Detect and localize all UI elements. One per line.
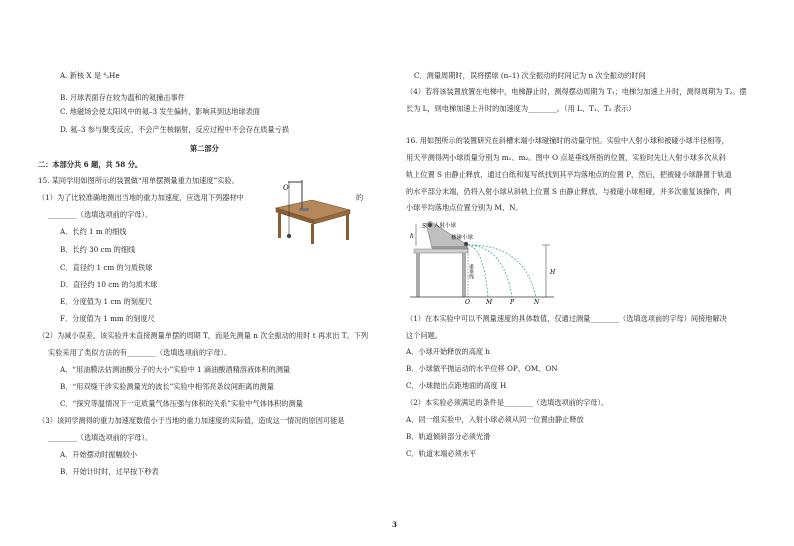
collision-figure (404, 218, 562, 306)
table-leg (278, 212, 281, 238)
q16-part2-option-a: A．同一组实验中，入射小球必须从同一位置由静止释放 (406, 415, 584, 424)
q16-part2-text: （2）本实验必须满足的条件是________（选填选项前的字母）。 (406, 398, 609, 407)
q16-stem-line-5: 小球平均落地点位置分别为 M、N。 (406, 203, 523, 212)
q15-part1-blank: ________（选填选项前的字母）。 (48, 210, 153, 219)
prev-question-option-b: B. 月球表面存在较为温和的氦撞击事件 (60, 93, 185, 102)
q15-stem: 15. 某同学用如图所示的装置做“用单摆测量重力加速度”实验。 (38, 176, 239, 185)
table-leg (462, 253, 466, 297)
q16-stem-line-4: 的水平部分末端，仍将入射小球从斜轨上位置 S 由静止释放，与被碰小球相碰，并多次重复该操作，两 (406, 187, 732, 196)
q15-part2-option-b: B．“用双缝干涉实验测量光的波长”实验中相邻亮条纹间距离的测量 (60, 382, 274, 391)
label-o: O (465, 299, 470, 306)
pendulum-figure (266, 178, 356, 246)
label-p: P (510, 299, 515, 306)
q16-stem-line-2: 用天平测得两小球质量分别为 m₁、m₂。图中 O 点是垂线所指的位置，实验时先让入射小球多次从斜 (406, 153, 726, 162)
pendulum-bob (287, 234, 291, 238)
label-target-ball: 被碰小球 (451, 235, 474, 241)
q15-option-f: F．分度值为 1 mm 的刻度尺 (60, 314, 155, 323)
q16-part1-text: （1）在本实验中可以不测量速度的具体数值，仅通过测量________（选填选项前的字母）间接地解决 (406, 314, 727, 323)
q15-option-b: B．长约 30 cm 的细线 (60, 245, 136, 254)
q15-part2-blank: 实验采用了类似方法的有________（选填选项前的字母）。 (48, 348, 232, 357)
label-plumb-line: 重垂线 (468, 264, 474, 279)
label-incident-ball: 入射小球 (434, 223, 457, 229)
q16-stem-line-1: 16. 用如图所示的装置研究在斜槽末端小球碰撞时的动量守恒。实验中入射小球和被碰小球半径相等， (406, 136, 729, 145)
stand-base (299, 208, 309, 211)
q15-option-e: E．分度值为 1 cm 的刻度尺 (60, 297, 153, 306)
part-title: 第二部分 (190, 144, 219, 153)
label-s: S (422, 223, 427, 230)
incident-ball (428, 223, 432, 227)
table-leg (346, 214, 349, 240)
table-leg (311, 224, 314, 244)
q15-part4-text: （4）若将该装置放置在电梯中，电梯静止时，测得摆动周期为 T₁；电梯匀加速上升时，测得周期为 T₂。摆 (406, 87, 747, 96)
q16-part2-option-b: B．轨道倾斜部分必须光滑 (406, 432, 491, 441)
label-n: N (534, 299, 540, 306)
trajectory-n (468, 245, 536, 297)
prev-question-option-a: A. 新核 X 是 ⁴₂He (60, 71, 120, 80)
target-ball (464, 242, 468, 246)
q15-option-a: A．长约 1 m 的细线 (60, 227, 127, 236)
q15-part4-blank: 长为 L，则电梯加速上升时的加速度为________。（用 L、T₁、T₂ 表示） (406, 104, 636, 113)
label-h: h (410, 233, 414, 240)
q15-option-d: D．直径约 10 cm 的匀质木球 (60, 280, 158, 289)
q16-part1-option-b: B．小球做平抛运动的水平位移 OP、OM、ON (406, 364, 558, 373)
q16-part1-option-a: A．小球开始释放的高度 h (406, 347, 490, 356)
q15-part2-option-a: A．“用油膜法估测油酸分子的大小”实验中 1 滴油酸酒精溶液体积的测量 (60, 365, 291, 374)
horizontal-track (432, 246, 468, 249)
q15-option-c: C．直径约 1 cm 的匀质铁球 (60, 263, 153, 272)
q15-part3-option-b: B．开始计时时，过早按下秒表 (60, 467, 159, 476)
q15-part3-text: （3）该同学测得的重力加速度数值小于当地的重力加速度的实际值，造成这一情况的原因可能是 (38, 416, 345, 425)
table-surface (414, 249, 468, 253)
prev-question-option-d: D. 氦–3 参与聚变反应，不会产生核辐射，反应过程中不会存在质量亏损 (60, 125, 289, 134)
section-header: 二：本部分共 6 题，共 58 分。 (38, 160, 143, 169)
q15-part3-blank: ________（选填选项前的字母）。 (48, 433, 153, 442)
label-big-h: H (550, 269, 556, 276)
page-number: 3 (392, 520, 397, 529)
table-leg (416, 253, 420, 297)
prev-question-option-c: C. 地磁场会使太阳风中的氦–3 发生偏转，影响其到达地球表面 (60, 107, 260, 116)
q15-part3-option-c: C．测量周期时，误将摆球 (n–1) 次全振动的时间记为 n 次全振动的时间 (414, 71, 646, 80)
q15-part1-text: （1）为了比较准确地测出当地的重力加速度，应选用下列器材中 (38, 193, 244, 202)
label-m: M (486, 299, 493, 306)
q15-part1-text-end: 的 (356, 193, 364, 202)
figure-label-o: O (283, 184, 289, 192)
q16-stem-line-3: 轨上位置 S 由静止释放，通过白纸和复写纸找到其平均落地点的位置 P，然后，把被碰小球静置于轨道 (406, 170, 732, 179)
q15-part3-option-a: A．开始摆动时振幅较小 (60, 450, 138, 459)
q16-part1-option-c: C．小球抛出点距地面的高度 H (406, 381, 507, 390)
q15-part2-option-c: C．“探究等温情况下一定质量气体压强与体积的关系”实验中气体体积的测量 (60, 399, 303, 408)
q15-part2-text: （2）为减小误差，该实验并未直接测量单摆的周期 T，而是先测量 n 次全振动的用时 t 再求出 T。下列 (38, 331, 369, 340)
q16-part2-option-c: C．轨道末端必须水平 (406, 449, 477, 458)
q16-part1-text-cont: 这个问题。 (406, 331, 442, 340)
